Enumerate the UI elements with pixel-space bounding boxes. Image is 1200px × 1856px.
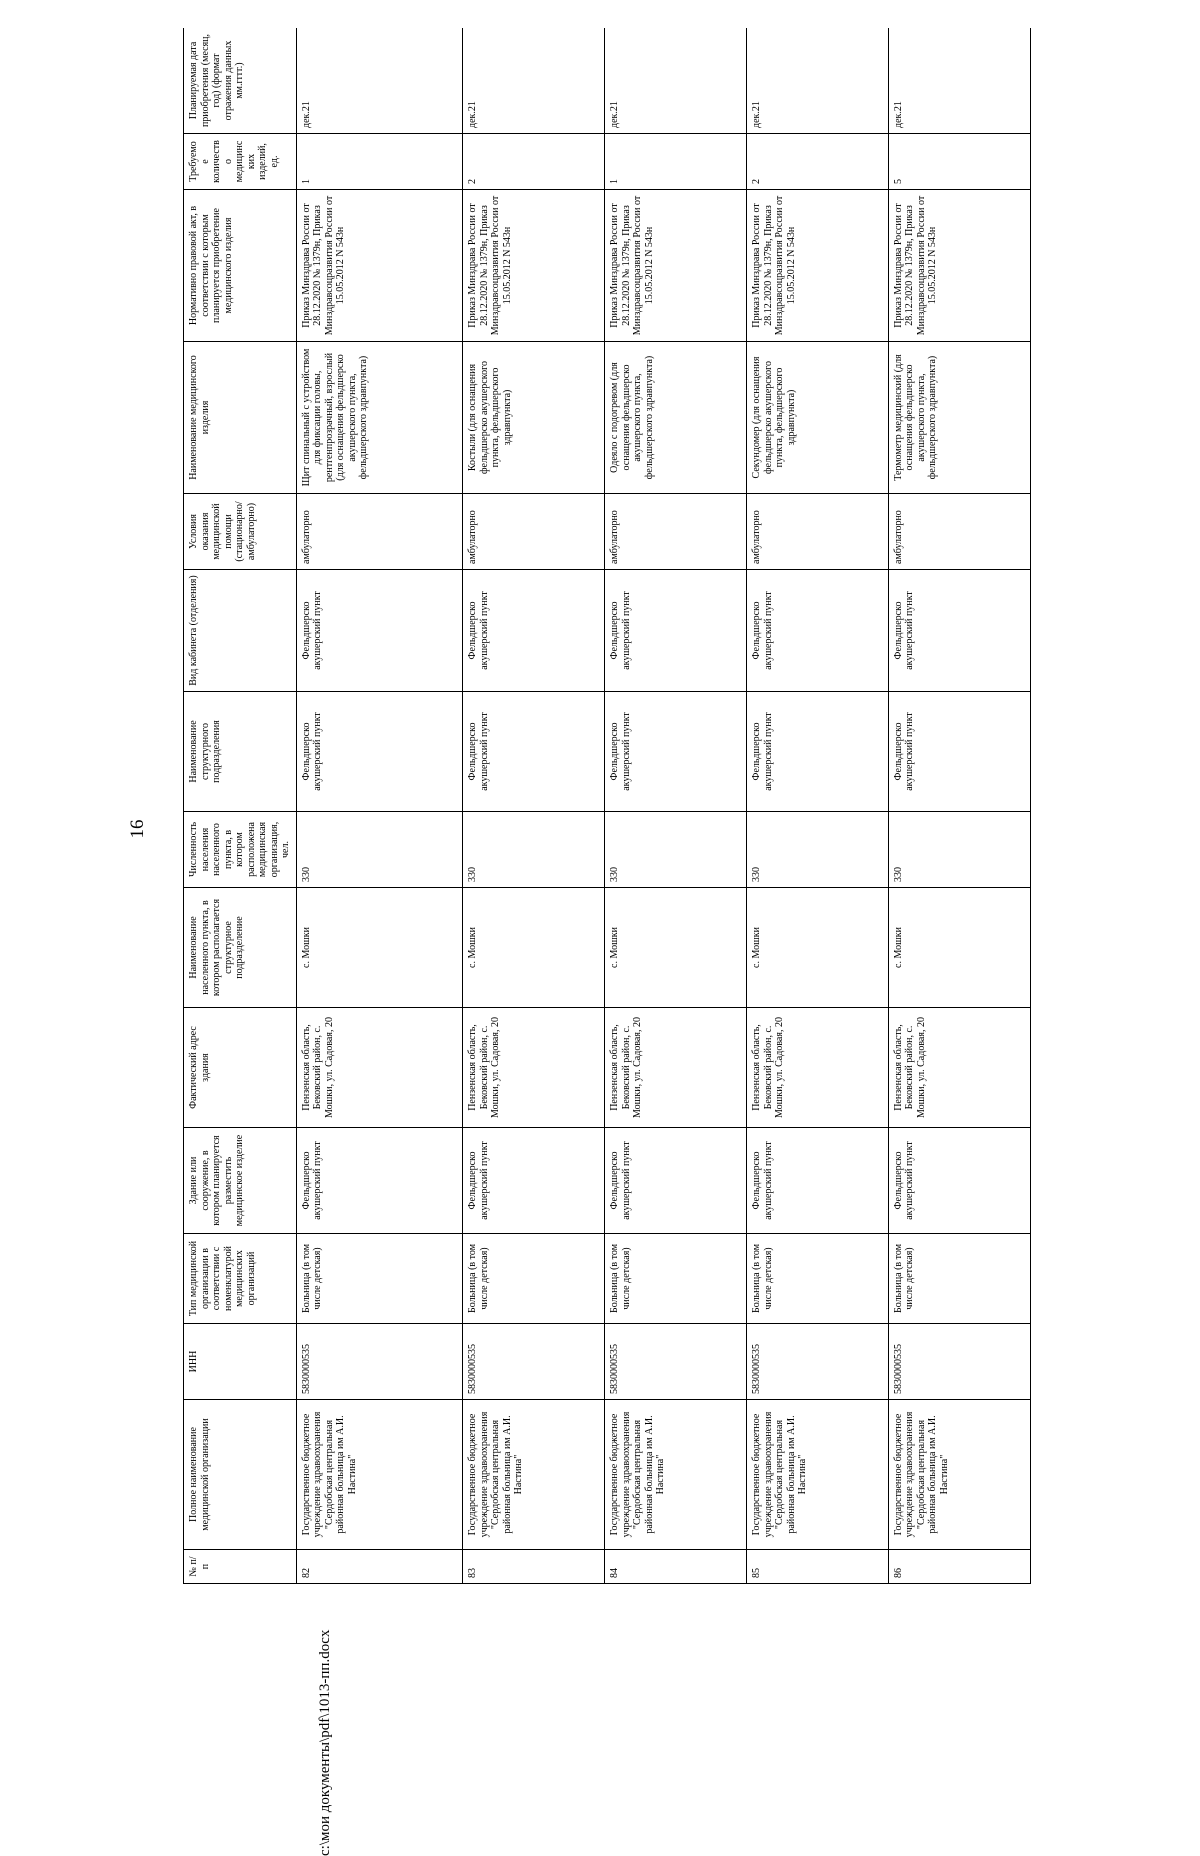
cell-address: Пензенская область, Бековский район, с. Мошки, ул. Садовая, 20 <box>888 1008 1030 1128</box>
cell-population: 330 <box>888 812 1030 888</box>
cell-qty: 1 <box>605 134 747 190</box>
header-cell: ИНН <box>184 1324 297 1400</box>
cell-inn: 5830000535 <box>888 1324 1030 1400</box>
cell-settlement: с. Мошки <box>747 888 889 1008</box>
cell-address: Пензенская область, Бековский район, с. Мошки, ул. Садовая, 20 <box>605 1008 747 1128</box>
cell-org: Государственное бюджетное учреждение здравоохранения "Сердобская центральная районная больница им А.И. Настина" <box>605 1400 747 1550</box>
cell-num: 85 <box>747 1550 889 1584</box>
table-header-row <box>184 28 297 1584</box>
cell-date: дек.21 <box>296 28 463 134</box>
cell-settlement: с. Мошки <box>296 888 463 1008</box>
table-row <box>605 28 747 1584</box>
header-cell: Условия оказания медицинской помощи (стационарно/ амбулаторно) <box>184 494 297 570</box>
cell-num: 83 <box>463 1550 605 1584</box>
cell-type: Больница (в том числе детская) <box>296 1234 463 1324</box>
cell-num: 84 <box>605 1550 747 1584</box>
cell-population: 330 <box>296 812 463 888</box>
cell-conditions: амбулаторно <box>605 494 747 570</box>
cell-date: дек.21 <box>747 28 889 134</box>
cell-conditions: амбулаторно <box>296 494 463 570</box>
cell-building: Фельдшерско акушерский пункт <box>296 1128 463 1234</box>
header-cell: Наименование населенного пункта, в котором располагается структурное подразделение <box>184 888 297 1008</box>
cell-address: Пензенская область, Бековский район, с. Мошки, ул. Садовая, 20 <box>747 1008 889 1128</box>
header-cell: Полное наименование медицинской организации <box>184 1400 297 1550</box>
cell-cabinet: Фельдшерско акушерский пункт <box>747 570 889 692</box>
cell-settlement: с. Мошки <box>888 888 1030 1008</box>
cell-org: Государственное бюджетное учреждение здравоохранения "Сердобская центральная районная больница им А.И. Настина" <box>296 1400 463 1550</box>
header-cell: № п/п <box>184 1550 297 1584</box>
header-cell: Нормативно правовой акт, в соответствии с которым планируется приобретение медицинского изделия <box>184 190 297 342</box>
cell-unit: Фельдшерско акушерский пункт <box>605 692 747 812</box>
cell-num: 82 <box>296 1550 463 1584</box>
cell-device: Щит спинальный с устройством для фиксации головы, рентгенпрозрачный, взрослый (для оснащения фельдшерско акушерского пункта, фельдшерского здравпункта) <box>296 342 463 494</box>
cell-inn: 5830000535 <box>605 1324 747 1400</box>
cell-date: дек.21 <box>888 28 1030 134</box>
cell-cabinet: Фельдшерско акушерский пункт <box>605 570 747 692</box>
cell-qty: 1 <box>296 134 463 190</box>
cell-qty: 5 <box>888 134 1030 190</box>
header-cell: Планируемая дата приобретения (месяц, год) (формат отражения данных мм.гггг.) <box>184 28 297 134</box>
header-cell: Здание или сооружение, в котором планируется разместить медицинское изделие <box>184 1128 297 1234</box>
cell-org: Государственное бюджетное учреждение здравоохранения "Сердобская центральная районная больница им А.И. Настина" <box>463 1400 605 1550</box>
cell-address: Пензенская область, Бековский район, с. Мошки, ул. Садовая, 20 <box>296 1008 463 1128</box>
cell-act: Приказ Минздрава России от 28.12.2020 № 1379н, Приказ Минздравсоцразвития России от 15.05.2012 N 543н <box>888 190 1030 342</box>
cell-cabinet: Фельдшерско акушерский пункт <box>463 570 605 692</box>
cell-settlement: с. Мошки <box>463 888 605 1008</box>
cell-building: Фельдшерско акушерский пункт <box>888 1128 1030 1234</box>
cell-act: Приказ Минздрава России от 28.12.2020 № 1379н, Приказ Минздравсоцразвития России от 15.05.2012 N 543н <box>605 190 747 342</box>
cell-org: Государственное бюджетное учреждение здравоохранения "Сердобская центральная районная больница им А.И. Настина" <box>888 1400 1030 1550</box>
header-cell: Вид кабинета (отделения) <box>184 570 297 692</box>
cell-device: Одеяло с подогревом (для оснащения фельдшерско акушерского пункта, фельдшерского здравпункта) <box>605 342 747 494</box>
table-row <box>463 28 605 1584</box>
header-cell: Численность населения населенного пункта, в котором расположена медицинская организация, чел. <box>184 812 297 888</box>
cell-device: Термометр медицинский (для оснащения фельдшерско акушерского пункта, фельдшерского здравпункта) <box>888 342 1030 494</box>
cell-unit: Фельдшерско акушерский пункт <box>747 692 889 812</box>
equipment-table <box>183 28 1031 1584</box>
cell-act: Приказ Минздрава России от 28.12.2020 № 1379н, Приказ Минздравсоцразвития России от 15.05.2012 N 543н <box>747 190 889 342</box>
cell-building: Фельдшерско акушерский пункт <box>605 1128 747 1234</box>
table-row <box>747 28 889 1584</box>
cell-date: дек.21 <box>463 28 605 134</box>
document-table-frame <box>183 28 1031 1584</box>
cell-population: 330 <box>605 812 747 888</box>
cell-population: 330 <box>747 812 889 888</box>
cell-type: Больница (в том числе детская) <box>605 1234 747 1324</box>
cell-org: Государственное бюджетное учреждение здравоохранения "Сердобская центральная районная больница им А.И. Настина" <box>747 1400 889 1550</box>
cell-type: Больница (в том числе детская) <box>888 1234 1030 1324</box>
cell-unit: Фельдшерско акушерский пункт <box>296 692 463 812</box>
cell-act: Приказ Минздрава России от 28.12.2020 № 1379н, Приказ Минздравсоцразвития России от 15.05.2012 N 543н <box>463 190 605 342</box>
cell-conditions: амбулаторно <box>463 494 605 570</box>
cell-unit: Фельдшерско акушерский пункт <box>888 692 1030 812</box>
cell-conditions: амбулаторно <box>888 494 1030 570</box>
header-cell: Тип медицинской организации в соответствии с номенклатурой медицинских организаций <box>184 1234 297 1324</box>
cell-address: Пензенская область, Бековский район, с. Мошки, ул. Садовая, 20 <box>463 1008 605 1128</box>
cell-date: дек.21 <box>605 28 747 134</box>
header-cell: Фактический адрес здания <box>184 1008 297 1128</box>
page-number: 16 <box>127 819 148 839</box>
cell-cabinet: Фельдшерско акушерский пункт <box>888 570 1030 692</box>
footer-file-path: c:\мои документы\pdf\1013-пп.docx <box>317 1629 333 1856</box>
cell-settlement: с. Мошки <box>605 888 747 1008</box>
document-table-rotated <box>183 28 1031 1584</box>
cell-cabinet: Фельдшерско акушерский пункт <box>296 570 463 692</box>
cell-type: Больница (в том числе детская) <box>463 1234 605 1324</box>
cell-device: Секундомер (для оснащения фельдшерско акушерского пункта, фельдшерского здравпункта) <box>747 342 889 494</box>
cell-inn: 5830000535 <box>463 1324 605 1400</box>
cell-qty: 2 <box>747 134 889 190</box>
header-cell: Наименование медицинского изделия <box>184 342 297 494</box>
cell-building: Фельдшерско акушерский пункт <box>463 1128 605 1234</box>
header-cell: Требуемое количество медицинских изделий, ед. <box>184 134 297 190</box>
header-cell: Наименование структурного подразделения <box>184 692 297 812</box>
cell-building: Фельдшерско акушерский пункт <box>747 1128 889 1234</box>
cell-qty: 2 <box>463 134 605 190</box>
cell-act: Приказ Минздрава России от 28.12.2020 № 1379н, Приказ Минздравсоцразвития России от 15.05.2012 N 543н <box>296 190 463 342</box>
cell-inn: 5830000535 <box>296 1324 463 1400</box>
cell-inn: 5830000535 <box>747 1324 889 1400</box>
cell-device: Костыли (для оснащения фельдшерско акушерского пункта, фельдшерского здравпункта) <box>463 342 605 494</box>
table-row <box>888 28 1030 1584</box>
cell-type: Больница (в том числе детская) <box>747 1234 889 1324</box>
cell-unit: Фельдшерско акушерский пункт <box>463 692 605 812</box>
cell-num: 86 <box>888 1550 1030 1584</box>
cell-population: 330 <box>463 812 605 888</box>
cell-conditions: амбулаторно <box>747 494 889 570</box>
